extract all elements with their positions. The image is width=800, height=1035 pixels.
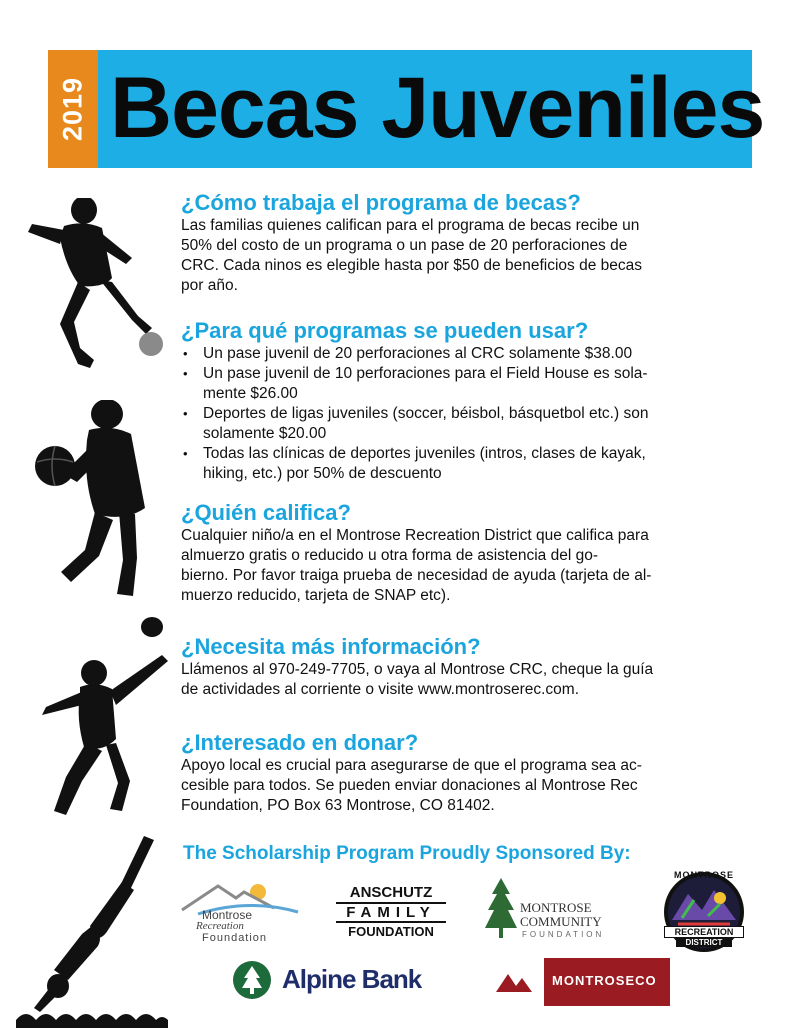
program-list bbox=[181, 344, 756, 484]
list-item-line: mente $26.00 bbox=[203, 385, 298, 402]
anschutz-family-foundation-logo bbox=[336, 884, 446, 940]
logo-text: DISTRICT bbox=[676, 938, 732, 947]
list-item bbox=[181, 404, 756, 444]
sponsors-heading: The Scholarship Program Proudly Sponsored By: bbox=[183, 843, 631, 864]
body-line: Foundation, PO Box 63 Montrose, CO 81402. bbox=[181, 797, 495, 814]
list-item-line: • Deportes de ligas juveniles (soccer, béisbol, básquetbol etc.) son bbox=[203, 405, 649, 422]
body-line: Apoyo local es crucial para asegurarse de que el programa sea ac- bbox=[181, 757, 642, 774]
section-heading: ¿Quién califica? bbox=[181, 500, 351, 525]
body-line: Llámenos al 970-249-7705, o vaya al Montrose CRC, cheque la guía bbox=[181, 661, 654, 678]
montrose-co-logo bbox=[482, 958, 670, 1006]
alpine-tree-icon bbox=[232, 960, 272, 1000]
body-line: 50% del costo de un programa o un pase de 20 perforaciones de bbox=[181, 237, 628, 254]
alpine-bank-logo bbox=[232, 960, 422, 1004]
section-heading: ¿Para qué programas se pueden usar? bbox=[181, 318, 589, 343]
montrose-recreation-foundation-logo bbox=[178, 878, 308, 948]
body-line: por año. bbox=[181, 277, 238, 294]
montrose-community-foundation-logo bbox=[484, 876, 620, 942]
soccer-player-icon bbox=[14, 198, 164, 373]
logo-text: Foundation bbox=[202, 932, 268, 944]
section-body bbox=[181, 756, 756, 816]
body-line: Las familias quienes califican para el programa de becas recibe un bbox=[181, 217, 640, 234]
section-body bbox=[181, 526, 756, 606]
section-who-qualifies bbox=[181, 500, 756, 606]
basketball-player-icon bbox=[33, 400, 158, 600]
logo-text: RECREATION bbox=[664, 926, 744, 938]
logo-text: MONTROSECO bbox=[552, 973, 657, 988]
mountain-icon bbox=[494, 970, 534, 994]
logo-text: FOUNDATION bbox=[522, 930, 605, 939]
list-item-line: • Todas las clínicas de deportes juveniles (intros, clases de kayak, bbox=[203, 445, 646, 462]
body-line: muerzo reducido, tarjeta de SNAP etc). bbox=[181, 587, 451, 604]
section-more-info bbox=[181, 634, 756, 700]
title-box bbox=[98, 50, 765, 168]
section-donate bbox=[181, 730, 756, 816]
body-line: almuerzo gratis o reducido u otra forma de asistencia del go- bbox=[181, 547, 598, 564]
year-label: 2019 bbox=[57, 76, 88, 142]
section-programs bbox=[181, 318, 756, 484]
logo-text: FOUNDATION bbox=[348, 924, 434, 939]
section-body bbox=[181, 660, 756, 700]
logo-text: ANSCHUTZ bbox=[349, 884, 433, 901]
year-box bbox=[48, 50, 98, 168]
section-heading: ¿Cómo trabaja el programa de becas? bbox=[181, 190, 581, 215]
section-heading: ¿Necesita más información? bbox=[181, 634, 481, 659]
logo-text: MONTROSE bbox=[520, 900, 592, 915]
logo-text: COMMUNITY bbox=[520, 914, 602, 929]
body-line: CRC. Cada ninos es elegible hasta por $50 de beneficios de becas bbox=[181, 257, 642, 274]
list-item-line: • Un pase juvenil de 20 perforaciones al CRC solamente $38.00 bbox=[203, 345, 633, 362]
title-banner bbox=[48, 50, 765, 168]
logo-text: Alpine Bank bbox=[282, 964, 422, 994]
section-body bbox=[181, 216, 756, 296]
list-item bbox=[181, 444, 756, 484]
logo-text: Recreation bbox=[196, 920, 244, 932]
montrose-recreation-district-logo bbox=[658, 870, 750, 956]
diver-icon bbox=[12, 830, 172, 1030]
body-line: bierno. Por favor traiga prueba de necesidad de ayuda (tarjeta de al- bbox=[181, 567, 652, 584]
list-item bbox=[181, 364, 756, 404]
body-line: de actividades al corriente o visite www.montroserec.com. bbox=[181, 681, 579, 698]
page-title: Becas Juveniles bbox=[110, 60, 765, 156]
list-item-line: solamente $20.00 bbox=[203, 425, 327, 442]
list-item bbox=[181, 344, 756, 364]
logo-text: MONTROSE bbox=[673, 870, 734, 880]
list-item-line: • Un pase juvenil de 10 perforaciones para el Field House es sola- bbox=[203, 365, 648, 382]
section-heading: ¿Interesado en donar? bbox=[181, 730, 419, 755]
body-line: Cualquier niño/a en el Montrose Recreation District que califica para bbox=[181, 527, 649, 544]
volleyball-player-icon bbox=[22, 615, 177, 820]
logo-text: Montrose bbox=[202, 908, 253, 922]
section-how-it-works bbox=[181, 190, 756, 296]
logo-text: FAMILY bbox=[336, 902, 446, 923]
tree-icon bbox=[484, 876, 518, 940]
body-line: cesible para todos. Se pueden enviar donaciones al Montrose Rec bbox=[181, 777, 638, 794]
list-item-line: hiking, etc.) por 50% de descuento bbox=[203, 465, 442, 482]
